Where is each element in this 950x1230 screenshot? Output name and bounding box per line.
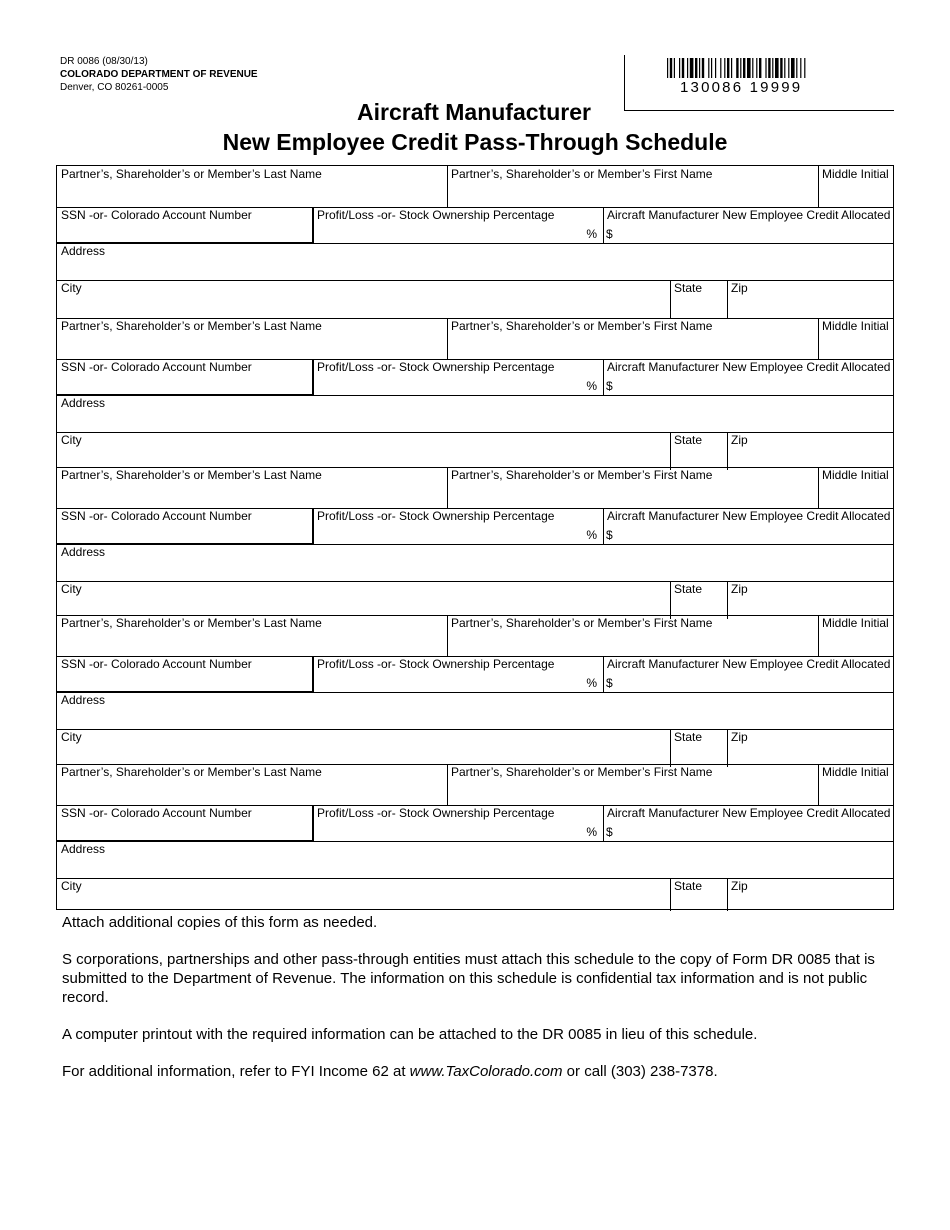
credit_allocated-field-1[interactable] bbox=[603, 207, 893, 243]
department-name: COLORADO DEPARTMENT OF REVENUE bbox=[60, 69, 258, 80]
credit_allocated-label: Aircraft Manufacturer New Employee Credit Allocated bbox=[607, 806, 891, 820]
credit_allocated-label: Aircraft Manufacturer New Employee Credit Allocated bbox=[607, 208, 891, 222]
barcode-bar bbox=[731, 58, 732, 78]
city-label: City bbox=[61, 730, 82, 744]
address-label: Address bbox=[61, 545, 106, 559]
barcode-bar bbox=[715, 58, 716, 78]
website-link[interactable]: www.TaxColorado.com bbox=[409, 1063, 563, 1080]
first_name-field-2[interactable] bbox=[447, 318, 818, 359]
department-address: Denver, CO 80261-0005 bbox=[60, 82, 169, 93]
state-label: State bbox=[674, 281, 703, 295]
barcode-bar bbox=[695, 58, 697, 78]
form-id: DR 0086 (08/30/13) bbox=[60, 56, 148, 67]
credit_allocated-field-3[interactable] bbox=[603, 508, 893, 544]
state-field-4[interactable] bbox=[670, 729, 727, 767]
address-label: Address bbox=[61, 693, 106, 707]
first_name-label: Partner’s, Shareholder’s or Member’s First Name bbox=[451, 319, 713, 333]
percentage-field-5[interactable] bbox=[313, 805, 603, 841]
barcode-bar bbox=[752, 58, 753, 78]
zip-label: Zip bbox=[731, 281, 748, 295]
zip-field-1[interactable] bbox=[727, 280, 893, 318]
barcode-bar bbox=[775, 58, 779, 78]
credit_allocated-label: Aircraft Manufacturer New Employee Credit Allocated bbox=[607, 657, 891, 671]
barcode-bar bbox=[765, 58, 766, 78]
barcode-bar bbox=[804, 58, 805, 78]
percentage-label: Profit/Loss -or- Stock Ownership Percentage bbox=[317, 509, 555, 523]
middle_initial-label: Middle Initial bbox=[822, 468, 889, 482]
state-field-3[interactable] bbox=[670, 581, 727, 619]
percentage-field-4[interactable] bbox=[313, 656, 603, 692]
barcode-bar bbox=[690, 58, 694, 78]
form-title-line2: New Employee Credit Pass-Through Schedule bbox=[222, 129, 728, 155]
ssn-label: SSN -or- Colorado Account Number bbox=[61, 360, 252, 374]
city-field-1[interactable] bbox=[57, 280, 670, 318]
middle_initial-field-3[interactable] bbox=[818, 467, 893, 508]
percentage-label: Profit/Loss -or- Stock Ownership Percentage bbox=[317, 208, 555, 222]
zip-label: Zip bbox=[731, 730, 748, 744]
barcode-bar bbox=[759, 58, 761, 78]
address-label: Address bbox=[61, 244, 106, 258]
barcode-bar bbox=[747, 58, 751, 78]
state-label: State bbox=[674, 582, 703, 596]
barcode-bar bbox=[720, 58, 721, 78]
address-label: Address bbox=[61, 842, 106, 856]
barcode-bar bbox=[724, 58, 725, 78]
first_name-label: Partner’s, Shareholder’s or Member’s First Name bbox=[451, 167, 713, 181]
last_name-label: Partner’s, Shareholder’s or Member’s Last Name bbox=[61, 616, 322, 630]
middle_initial-label: Middle Initial bbox=[822, 319, 889, 333]
state-label: State bbox=[674, 730, 703, 744]
city-label: City bbox=[61, 433, 82, 447]
first_name-field-4[interactable] bbox=[447, 615, 818, 656]
address-field-5[interactable] bbox=[57, 841, 893, 878]
barcode-bar bbox=[772, 58, 773, 78]
barcode-bar bbox=[800, 58, 801, 78]
barcode-bar bbox=[708, 58, 709, 78]
barcode-bar bbox=[768, 58, 770, 78]
ssn-box-border bbox=[57, 508, 314, 545]
last_name-field-2[interactable] bbox=[57, 318, 447, 359]
state-label: State bbox=[674, 879, 703, 893]
dollar-sign: $ bbox=[606, 528, 613, 542]
city-field-3[interactable] bbox=[57, 581, 670, 619]
address-field-1[interactable] bbox=[57, 243, 893, 280]
middle_initial-field-5[interactable] bbox=[818, 764, 893, 805]
ssn-label: SSN -or- Colorado Account Number bbox=[61, 208, 252, 222]
percentage-field-3[interactable] bbox=[313, 508, 603, 544]
barcode-bar bbox=[667, 58, 668, 78]
barcode-bar bbox=[687, 58, 688, 78]
barcode-bar bbox=[702, 58, 704, 78]
zip-field-5[interactable] bbox=[727, 878, 893, 909]
note-computer-printout: A computer printout with the required information can be attached to the DR 0085 in lieu of this schedule. bbox=[62, 1026, 758, 1043]
ssn-box-border bbox=[57, 805, 314, 842]
state-label: State bbox=[674, 433, 703, 447]
middle_initial-field-2[interactable] bbox=[818, 318, 893, 359]
form-title-line1: Aircraft Manufacturer bbox=[357, 99, 591, 125]
last_name-field-1[interactable] bbox=[57, 166, 447, 207]
percentage-label: Profit/Loss -or- Stock Ownership Percentage bbox=[317, 360, 555, 374]
middle_initial-field-1[interactable] bbox=[818, 166, 893, 207]
middle_initial-label: Middle Initial bbox=[822, 765, 889, 779]
state-field-2[interactable] bbox=[670, 432, 727, 470]
city-field-4[interactable] bbox=[57, 729, 670, 767]
first_name-field-3[interactable] bbox=[447, 467, 818, 508]
credit_allocated-label: Aircraft Manufacturer New Employee Credit Allocated bbox=[607, 509, 891, 523]
first_name-label: Partner’s, Shareholder’s or Member’s First Name bbox=[451, 765, 713, 779]
note-pass-through-entities: S corporations, partnerships and other pass-through entities must attach this schedule to the copy of Form DR 0085 that is submitted to the Department of Revenue. The information on this schedule is confidential tax information and is not public record. bbox=[62, 951, 875, 1006]
city-field-2[interactable] bbox=[57, 432, 670, 470]
address-label: Address bbox=[61, 396, 106, 410]
dollar-sign: $ bbox=[606, 825, 613, 839]
percentage-field-2[interactable] bbox=[313, 359, 603, 395]
barcode-bar bbox=[699, 58, 700, 78]
dollar-sign: $ bbox=[606, 379, 613, 393]
percentage-label: Profit/Loss -or- Stock Ownership Percentage bbox=[317, 657, 555, 671]
credit_allocated-label: Aircraft Manufacturer New Employee Credit Allocated bbox=[607, 360, 891, 374]
last_name-field-4[interactable] bbox=[57, 615, 447, 656]
barcode-bar bbox=[796, 58, 797, 78]
credit_allocated-field-2[interactable] bbox=[603, 359, 893, 395]
barcode-bar bbox=[670, 58, 672, 78]
percent-sign: % bbox=[586, 676, 597, 690]
city-label: City bbox=[61, 281, 82, 295]
city-field-5[interactable] bbox=[57, 878, 670, 909]
ssn-label: SSN -or- Colorado Account Number bbox=[61, 806, 252, 820]
middle_initial-label: Middle Initial bbox=[822, 167, 889, 181]
barcode-bar bbox=[674, 58, 675, 78]
ssn-box-border bbox=[57, 207, 314, 244]
last_name-label: Partner’s, Shareholder’s or Member’s Last Name bbox=[61, 468, 322, 482]
percentage-label: Profit/Loss -or- Stock Ownership Percentage bbox=[317, 806, 555, 820]
percent-sign: % bbox=[586, 227, 597, 241]
address-field-3[interactable] bbox=[57, 544, 893, 581]
zip-label: Zip bbox=[731, 433, 748, 447]
last_name-field-3[interactable] bbox=[57, 467, 447, 508]
first_name-label: Partner’s, Shareholder’s or Member’s First Name bbox=[451, 616, 713, 630]
last_name-field-5[interactable] bbox=[57, 764, 447, 805]
last_name-label: Partner’s, Shareholder’s or Member’s Last Name bbox=[61, 319, 322, 333]
last_name-label: Partner’s, Shareholder’s or Member’s Last Name bbox=[61, 167, 322, 181]
state-field-1[interactable] bbox=[670, 280, 727, 318]
city-label: City bbox=[61, 879, 82, 893]
ssn-label: SSN -or- Colorado Account Number bbox=[61, 509, 252, 523]
barcode-bar bbox=[791, 58, 795, 78]
zip-field-2[interactable] bbox=[727, 432, 893, 470]
ssn-box-border bbox=[57, 656, 314, 693]
barcode-bar bbox=[679, 58, 680, 78]
barcode-bar bbox=[788, 58, 789, 78]
barcode-bar bbox=[740, 58, 741, 78]
zip-field-3[interactable] bbox=[727, 581, 893, 619]
note-attach-copies: Attach additional copies of this form as needed. bbox=[62, 914, 378, 931]
address-field-2[interactable] bbox=[57, 395, 893, 432]
percent-sign: % bbox=[586, 825, 597, 839]
credit_allocated-field-5[interactable] bbox=[603, 805, 893, 841]
first_name-field-1[interactable] bbox=[447, 166, 818, 207]
note-additional-info bbox=[62, 1062, 892, 1081]
state-field-5[interactable] bbox=[670, 878, 727, 909]
city-label: City bbox=[61, 582, 82, 596]
first_name-field-5[interactable] bbox=[447, 764, 818, 805]
barcode-bar bbox=[784, 58, 785, 78]
percent-sign: % bbox=[586, 528, 597, 542]
barcode-number: 130086 19999 bbox=[680, 79, 803, 96]
barcode-bar bbox=[743, 58, 745, 78]
barcode-bar bbox=[727, 58, 729, 78]
middle_initial-label: Middle Initial bbox=[822, 616, 889, 630]
barcode-bar bbox=[682, 58, 684, 78]
zip-label: Zip bbox=[731, 582, 748, 596]
barcode bbox=[667, 58, 849, 78]
note-info-phone: or call (303) 238-7378. bbox=[562, 1063, 718, 1080]
barcode-bar bbox=[711, 58, 712, 78]
address-field-4[interactable] bbox=[57, 692, 893, 729]
percent-sign: % bbox=[586, 379, 597, 393]
percentage-field-1[interactable] bbox=[313, 207, 603, 243]
dollar-sign: $ bbox=[606, 676, 613, 690]
barcode-bar bbox=[736, 58, 738, 78]
last_name-label: Partner’s, Shareholder’s or Member’s Last Name bbox=[61, 765, 322, 779]
barcode-bar bbox=[780, 58, 782, 78]
barcode-bar bbox=[756, 58, 757, 78]
first_name-label: Partner’s, Shareholder’s or Member’s First Name bbox=[451, 468, 713, 482]
note-info-text: For additional information, refer to FYI Income 62 at bbox=[62, 1063, 410, 1080]
ssn-label: SSN -or- Colorado Account Number bbox=[61, 657, 252, 671]
middle_initial-field-4[interactable] bbox=[818, 615, 893, 656]
zip-label: Zip bbox=[731, 879, 748, 893]
ssn-box-border bbox=[57, 359, 314, 396]
credit_allocated-field-4[interactable] bbox=[603, 656, 893, 692]
dollar-sign: $ bbox=[606, 227, 613, 241]
zip-field-4[interactable] bbox=[727, 729, 893, 767]
partner-entries-table bbox=[56, 165, 894, 910]
